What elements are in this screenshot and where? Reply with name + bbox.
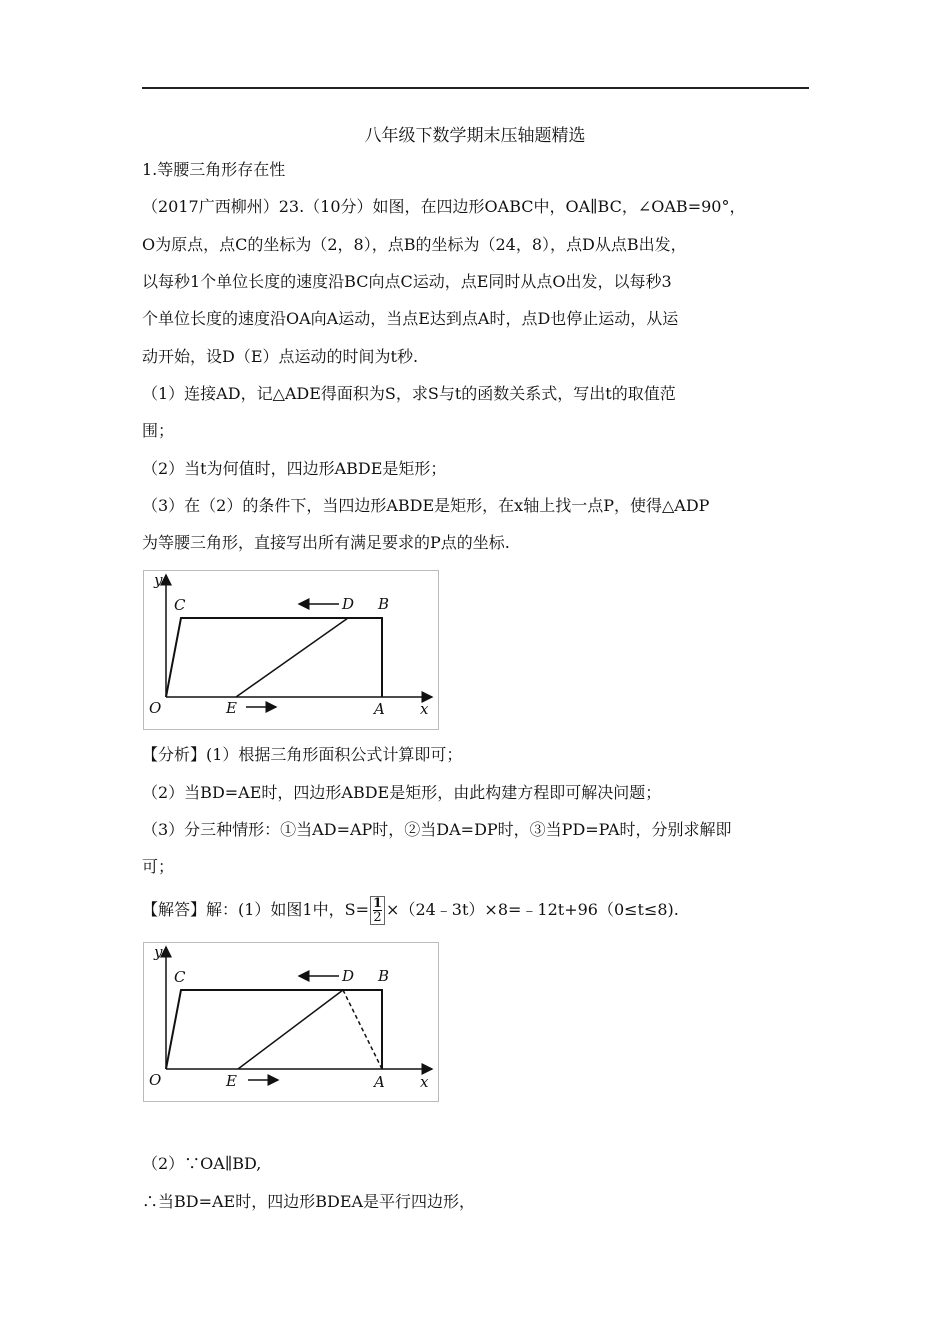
segment-de xyxy=(236,618,348,697)
problem-line-2: O为原点，点C的坐标为（2，8），点B的坐标为（24，8），点D从点B出发， xyxy=(142,235,687,254)
figure-quadrilateral-with-triangle xyxy=(143,942,439,1102)
label-e: E xyxy=(226,699,237,717)
question-3-cont: 为等腰三角形，直接写出所有满足要求的P点的坐标. xyxy=(142,533,510,552)
problem-line-5: 动开始，设D（E）点运动的时间为t秒. xyxy=(142,347,419,366)
quadrilateral-oabc xyxy=(166,618,382,697)
label-x: x xyxy=(420,700,429,718)
problem-line-1: （2017广西柳州）23.（10分）如图，在四边形OABC中，OA∥BC，∠OAB=90°， xyxy=(142,197,746,216)
label-d: D xyxy=(342,595,355,613)
fraction-numerator: 1 xyxy=(372,896,383,911)
analysis-2: （2）当BD=AE时，四边形ABDE是矩形，由此构建方程即可解决问题； xyxy=(142,783,662,802)
label-e: E xyxy=(226,1072,237,1090)
fraction-denominator: 2 xyxy=(373,910,382,925)
label-o: O xyxy=(149,699,162,717)
label-a: A xyxy=(374,1073,385,1091)
question-1-cont: 围； xyxy=(142,421,175,440)
solution-1-prefix: 【解答】解：(1）如图1中，S= xyxy=(142,900,369,919)
question-3: （3）在（2）的条件下，当四边形ABDE是矩形，在x轴上找一点P，使得△ADP xyxy=(142,496,710,515)
label-a: A xyxy=(374,700,385,718)
solution-1 xyxy=(142,896,812,925)
question-1: （1）连接AD，记△ADE得面积为S，求S与t的函数关系式，写出t的取值范 xyxy=(142,384,676,403)
problem-line-3: 以每秒1个单位长度的速度沿BC向点C运动，点E同时从点O出发，以每秒3 xyxy=(142,272,672,291)
segment-da-dashed xyxy=(343,990,382,1069)
solution-3: ∴当BD=AE时，四边形BDEA是平行四边形， xyxy=(142,1192,476,1211)
solution-2: （2）∵OA∥BD, xyxy=(142,1154,262,1173)
label-o: O xyxy=(149,1071,162,1089)
segment-de xyxy=(238,990,343,1069)
label-c: C xyxy=(174,596,186,614)
figure-quadrilateral xyxy=(143,570,439,730)
label-b: B xyxy=(378,967,390,985)
analysis-1: 【分析】(1）根据三角形面积公式计算即可； xyxy=(142,745,463,764)
section-heading: 1.等腰三角形存在性 xyxy=(142,160,286,179)
header-rule xyxy=(142,87,809,89)
problem-line-4: 个单位长度的速度沿OA向A运动，当点E达到点A时，点D也停止运动，从运 xyxy=(142,309,679,328)
label-d: D xyxy=(342,967,355,985)
analysis-3: （3）分三种情形：①当AD=AP时，②当DA=DP时，③当PD=PA时，分别求解即 xyxy=(142,820,732,839)
label-y: y xyxy=(154,571,163,589)
quadrilateral-oabc xyxy=(166,990,382,1069)
label-y: y xyxy=(154,943,163,961)
page-title: 八年级下数学期末压轴题精选 xyxy=(364,126,586,146)
analysis-3-cont: 可； xyxy=(142,857,175,876)
solution-1-suffix: ×（24﹣3t）×8=﹣12t+96（0≤t≤8). xyxy=(386,900,679,919)
label-b: B xyxy=(378,595,390,613)
question-2: （2）当t为何值时，四边形ABDE是矩形； xyxy=(142,459,447,478)
label-x: x xyxy=(420,1073,429,1091)
fraction-one-half xyxy=(370,896,385,925)
label-c: C xyxy=(174,968,186,986)
